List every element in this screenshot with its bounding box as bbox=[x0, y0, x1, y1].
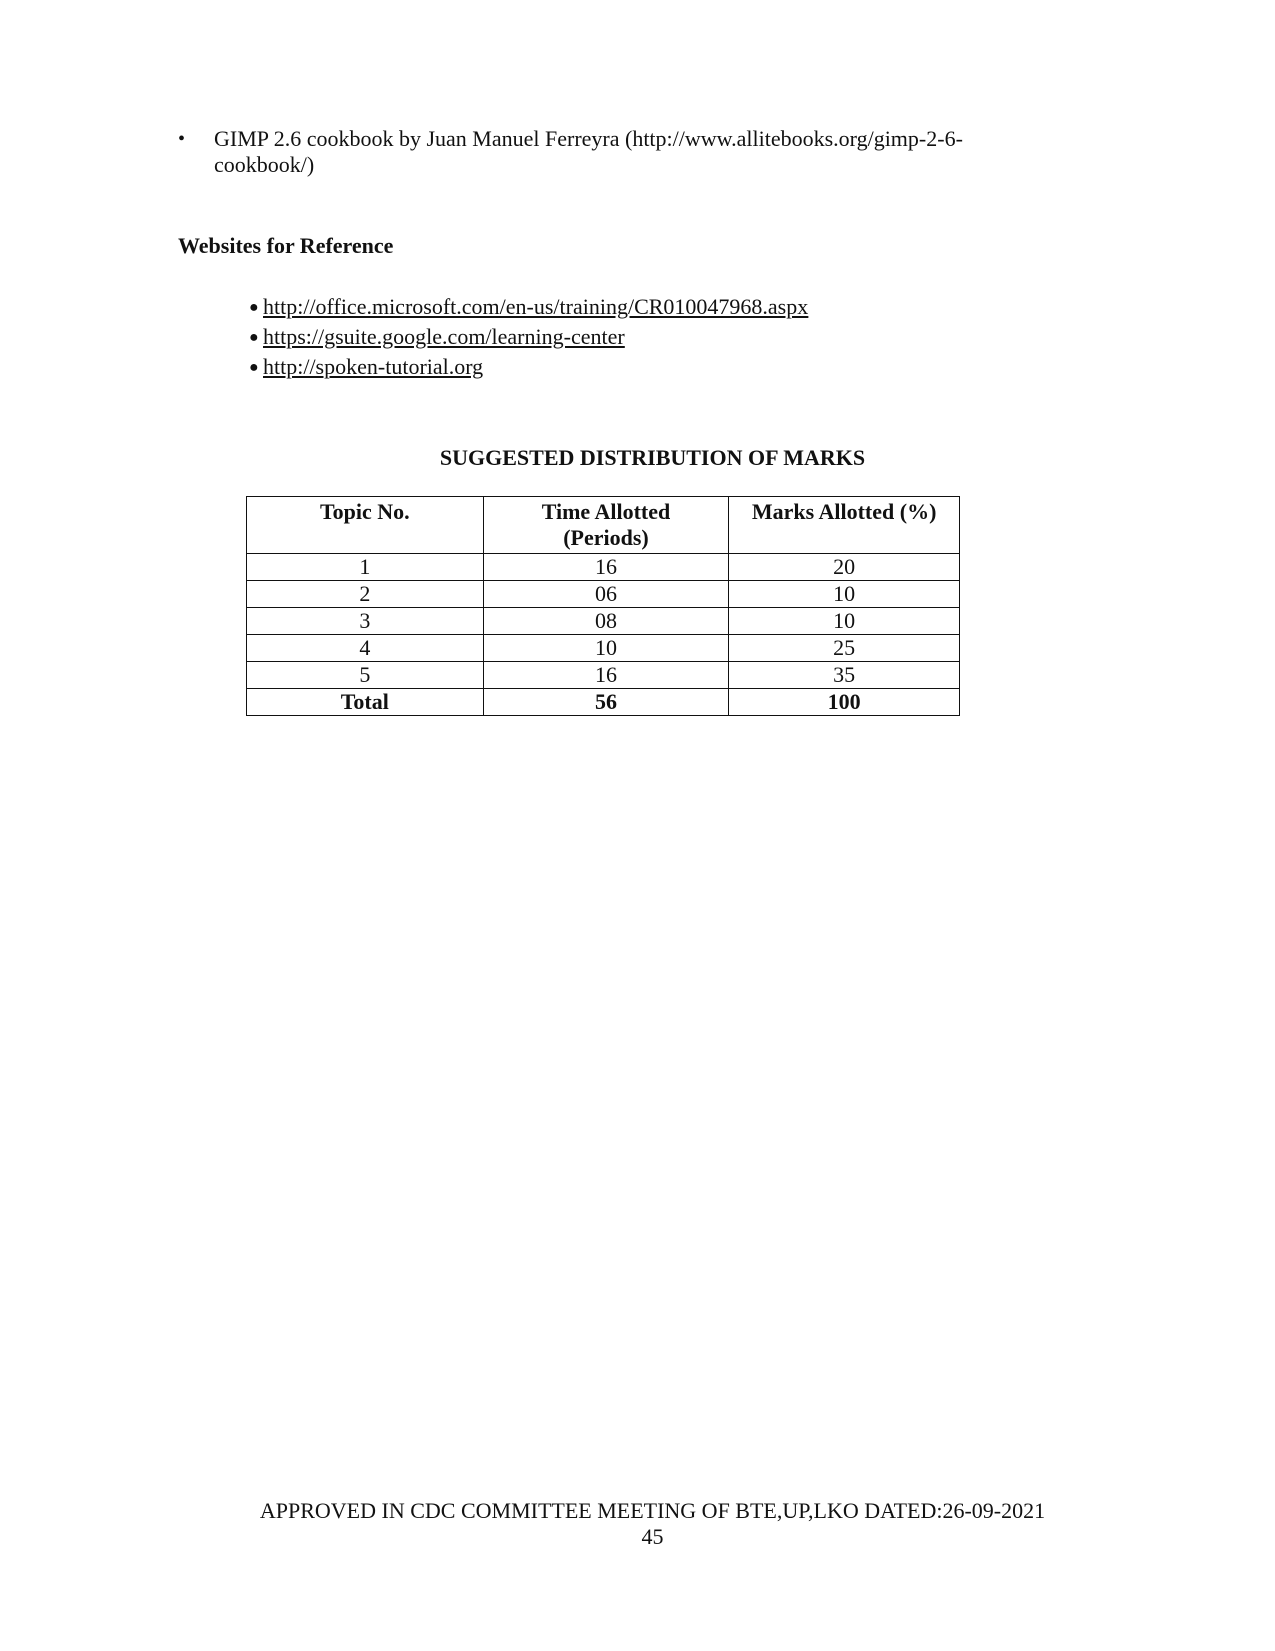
website-list-item bbox=[249, 324, 808, 354]
bullet-icon: • bbox=[178, 128, 186, 150]
cell-marks: 10 bbox=[729, 581, 960, 608]
cell-topic: 3 bbox=[247, 608, 484, 635]
header-topic-no: Topic No. bbox=[247, 497, 484, 554]
cell-marks: 10 bbox=[729, 608, 960, 635]
table-row bbox=[247, 608, 960, 635]
website-link-gsuite[interactable]: https://gsuite.google.com/learning-center bbox=[263, 324, 625, 349]
bullet-icon: ● bbox=[249, 329, 259, 346]
book-reference-item bbox=[178, 126, 1038, 178]
website-list-item bbox=[249, 294, 808, 324]
header-time-allotted bbox=[483, 497, 729, 554]
header-time-line-1: Time Allotted bbox=[541, 499, 671, 524]
cell-time: 06 bbox=[483, 581, 729, 608]
cell-topic: 1 bbox=[247, 554, 484, 581]
cell-time: 10 bbox=[483, 635, 729, 662]
page-footer bbox=[0, 1498, 1275, 1550]
table-title: SUGGESTED DISTRIBUTION OF MARKS bbox=[439, 445, 866, 470]
cell-time: 08 bbox=[483, 608, 729, 635]
websites-heading: Websites for Reference bbox=[178, 233, 394, 258]
table-header-row bbox=[247, 497, 960, 554]
page-number: 45 bbox=[641, 1524, 664, 1549]
cell-time: 16 bbox=[483, 662, 729, 689]
table-row bbox=[247, 581, 960, 608]
cell-total-label: Total bbox=[247, 689, 484, 716]
book-reference-text bbox=[214, 126, 1038, 178]
cell-marks: 25 bbox=[729, 635, 960, 662]
cell-topic: 5 bbox=[247, 662, 484, 689]
header-time-line-2: (Periods) bbox=[563, 525, 649, 550]
table-total-row bbox=[247, 689, 960, 716]
marks-distribution-table bbox=[246, 496, 960, 716]
website-link-spoken-tutorial[interactable]: http://spoken-tutorial.org bbox=[263, 354, 484, 379]
header-marks-allotted: Marks Allotted (%) bbox=[729, 497, 960, 554]
book-reference-line-2: cookbook/) bbox=[214, 152, 315, 177]
table-row bbox=[247, 635, 960, 662]
cell-total-time: 56 bbox=[483, 689, 729, 716]
cell-topic: 4 bbox=[247, 635, 484, 662]
cell-total-marks: 100 bbox=[729, 689, 960, 716]
approval-note: APPROVED IN CDC COMMITTEE MEETING OF BTE,UP,LKO DATED:26-09-2021 bbox=[259, 1498, 1046, 1523]
book-reference-line-1: GIMP 2.6 cookbook by Juan Manuel Ferreyra (http://www.allitebooks.org/gimp-2-6- bbox=[214, 126, 963, 151]
cell-marks: 20 bbox=[729, 554, 960, 581]
websites-list bbox=[249, 294, 808, 384]
table-row bbox=[247, 662, 960, 689]
website-link-microsoft[interactable]: http://office.microsoft.com/en-us/training/CR010047968.aspx bbox=[263, 294, 809, 319]
cell-marks: 35 bbox=[729, 662, 960, 689]
bullet-icon: ● bbox=[249, 359, 259, 376]
bullet-icon: ● bbox=[249, 299, 259, 316]
cell-time: 16 bbox=[483, 554, 729, 581]
website-list-item bbox=[249, 354, 808, 384]
cell-topic: 2 bbox=[247, 581, 484, 608]
table-row bbox=[247, 554, 960, 581]
